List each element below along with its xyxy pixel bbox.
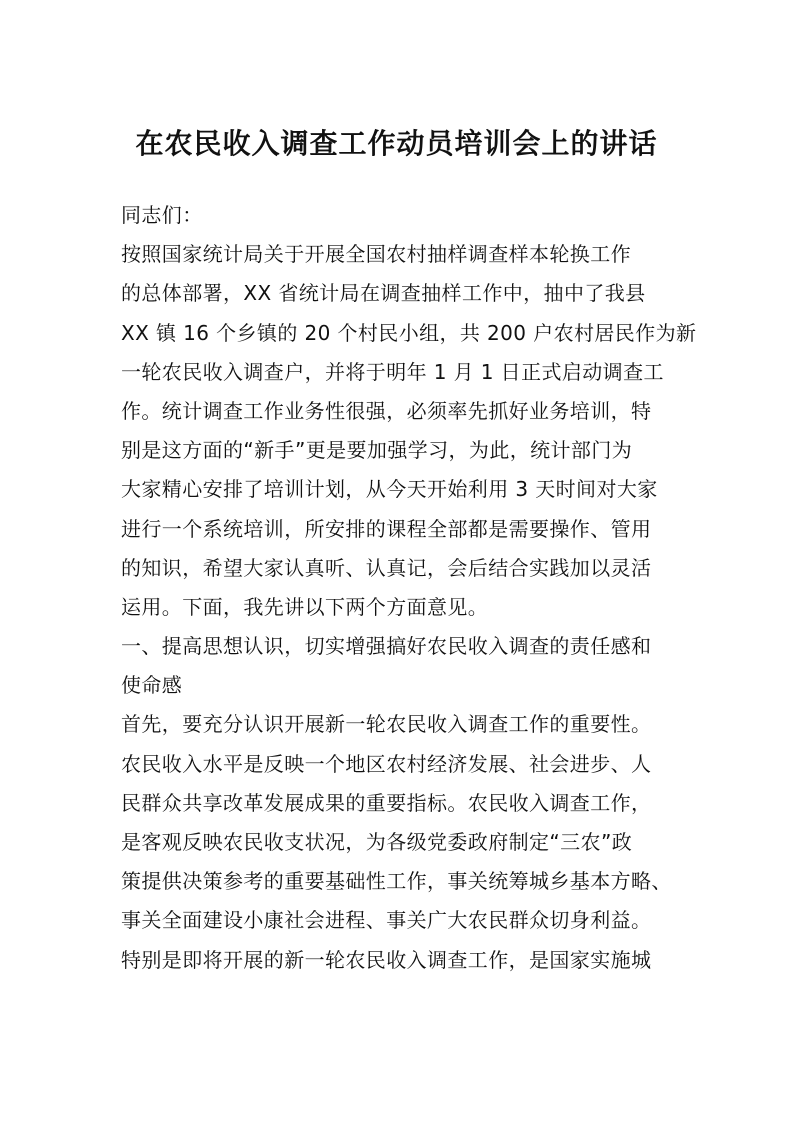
section-heading-line: 使命感	[121, 673, 183, 698]
text-line: 进行一个系统培训，所安排的课程全部都是需要操作、管用	[121, 516, 652, 541]
text-line: 的总体部署，XX 省统计局在调查抽样工作中，抽中了我县	[121, 281, 646, 306]
text-line: 别是这方面的“新手”更是要加强学习，为此，统计部门为	[121, 438, 633, 463]
document-title: 在农民收入调查工作动员培训会上的讲话	[135, 127, 658, 160]
section-heading-line: 一、提高思想认识，切实增强搞好农民收入调查的责任感和	[121, 634, 652, 659]
text-line: XX 镇 16 个乡镇的 20 个村民小组，共 200 户农村居民作为新	[121, 320, 697, 345]
text-line: 事关全面建设小康社会进程、事关广大农民群众切身利益。	[121, 908, 652, 933]
text-line: 作。统计调查工作业务性很强，必须率先抓好业务培训，特	[121, 398, 652, 423]
text-line: 运用。下面，我先讲以下两个方面意见。	[121, 594, 489, 619]
text-line: 的知识，希望大家认真听、认真记，会后结合实践加以灵活	[121, 555, 652, 580]
text-line: 大家精心安排了培训计划，从今天开始利用 3 天时间对大家	[121, 477, 658, 502]
text-line: 策提供决策参考的重要基础性工作，事关统筹城乡基本方略、	[121, 869, 672, 894]
text-line: 农民收入水平是反映一个地区农村经济发展、社会进步、人	[121, 751, 652, 776]
text-line: 首先，要充分认识开展新一轮农民收入调查工作的重要性。	[121, 712, 652, 737]
text-line: 一轮农民收入调查户，并将于明年 1 月 1 日正式启动调查工	[121, 359, 664, 384]
text-line: 特别是即将开展的新一轮农民收入调查工作，是国家实施城	[121, 947, 652, 972]
text-line: 民群众共享改革发展成果的重要指标。农民收入调查工作，	[121, 790, 652, 815]
document-body	[121, 196, 697, 980]
text-line: 按照国家统计局关于开展全国农村抽样调查样本轮换工作	[121, 242, 631, 267]
text-line: 是客观反映农民收支状况，为各级党委政府制定“三农”政	[121, 830, 633, 854]
text-line: 同志们：	[121, 203, 203, 227]
